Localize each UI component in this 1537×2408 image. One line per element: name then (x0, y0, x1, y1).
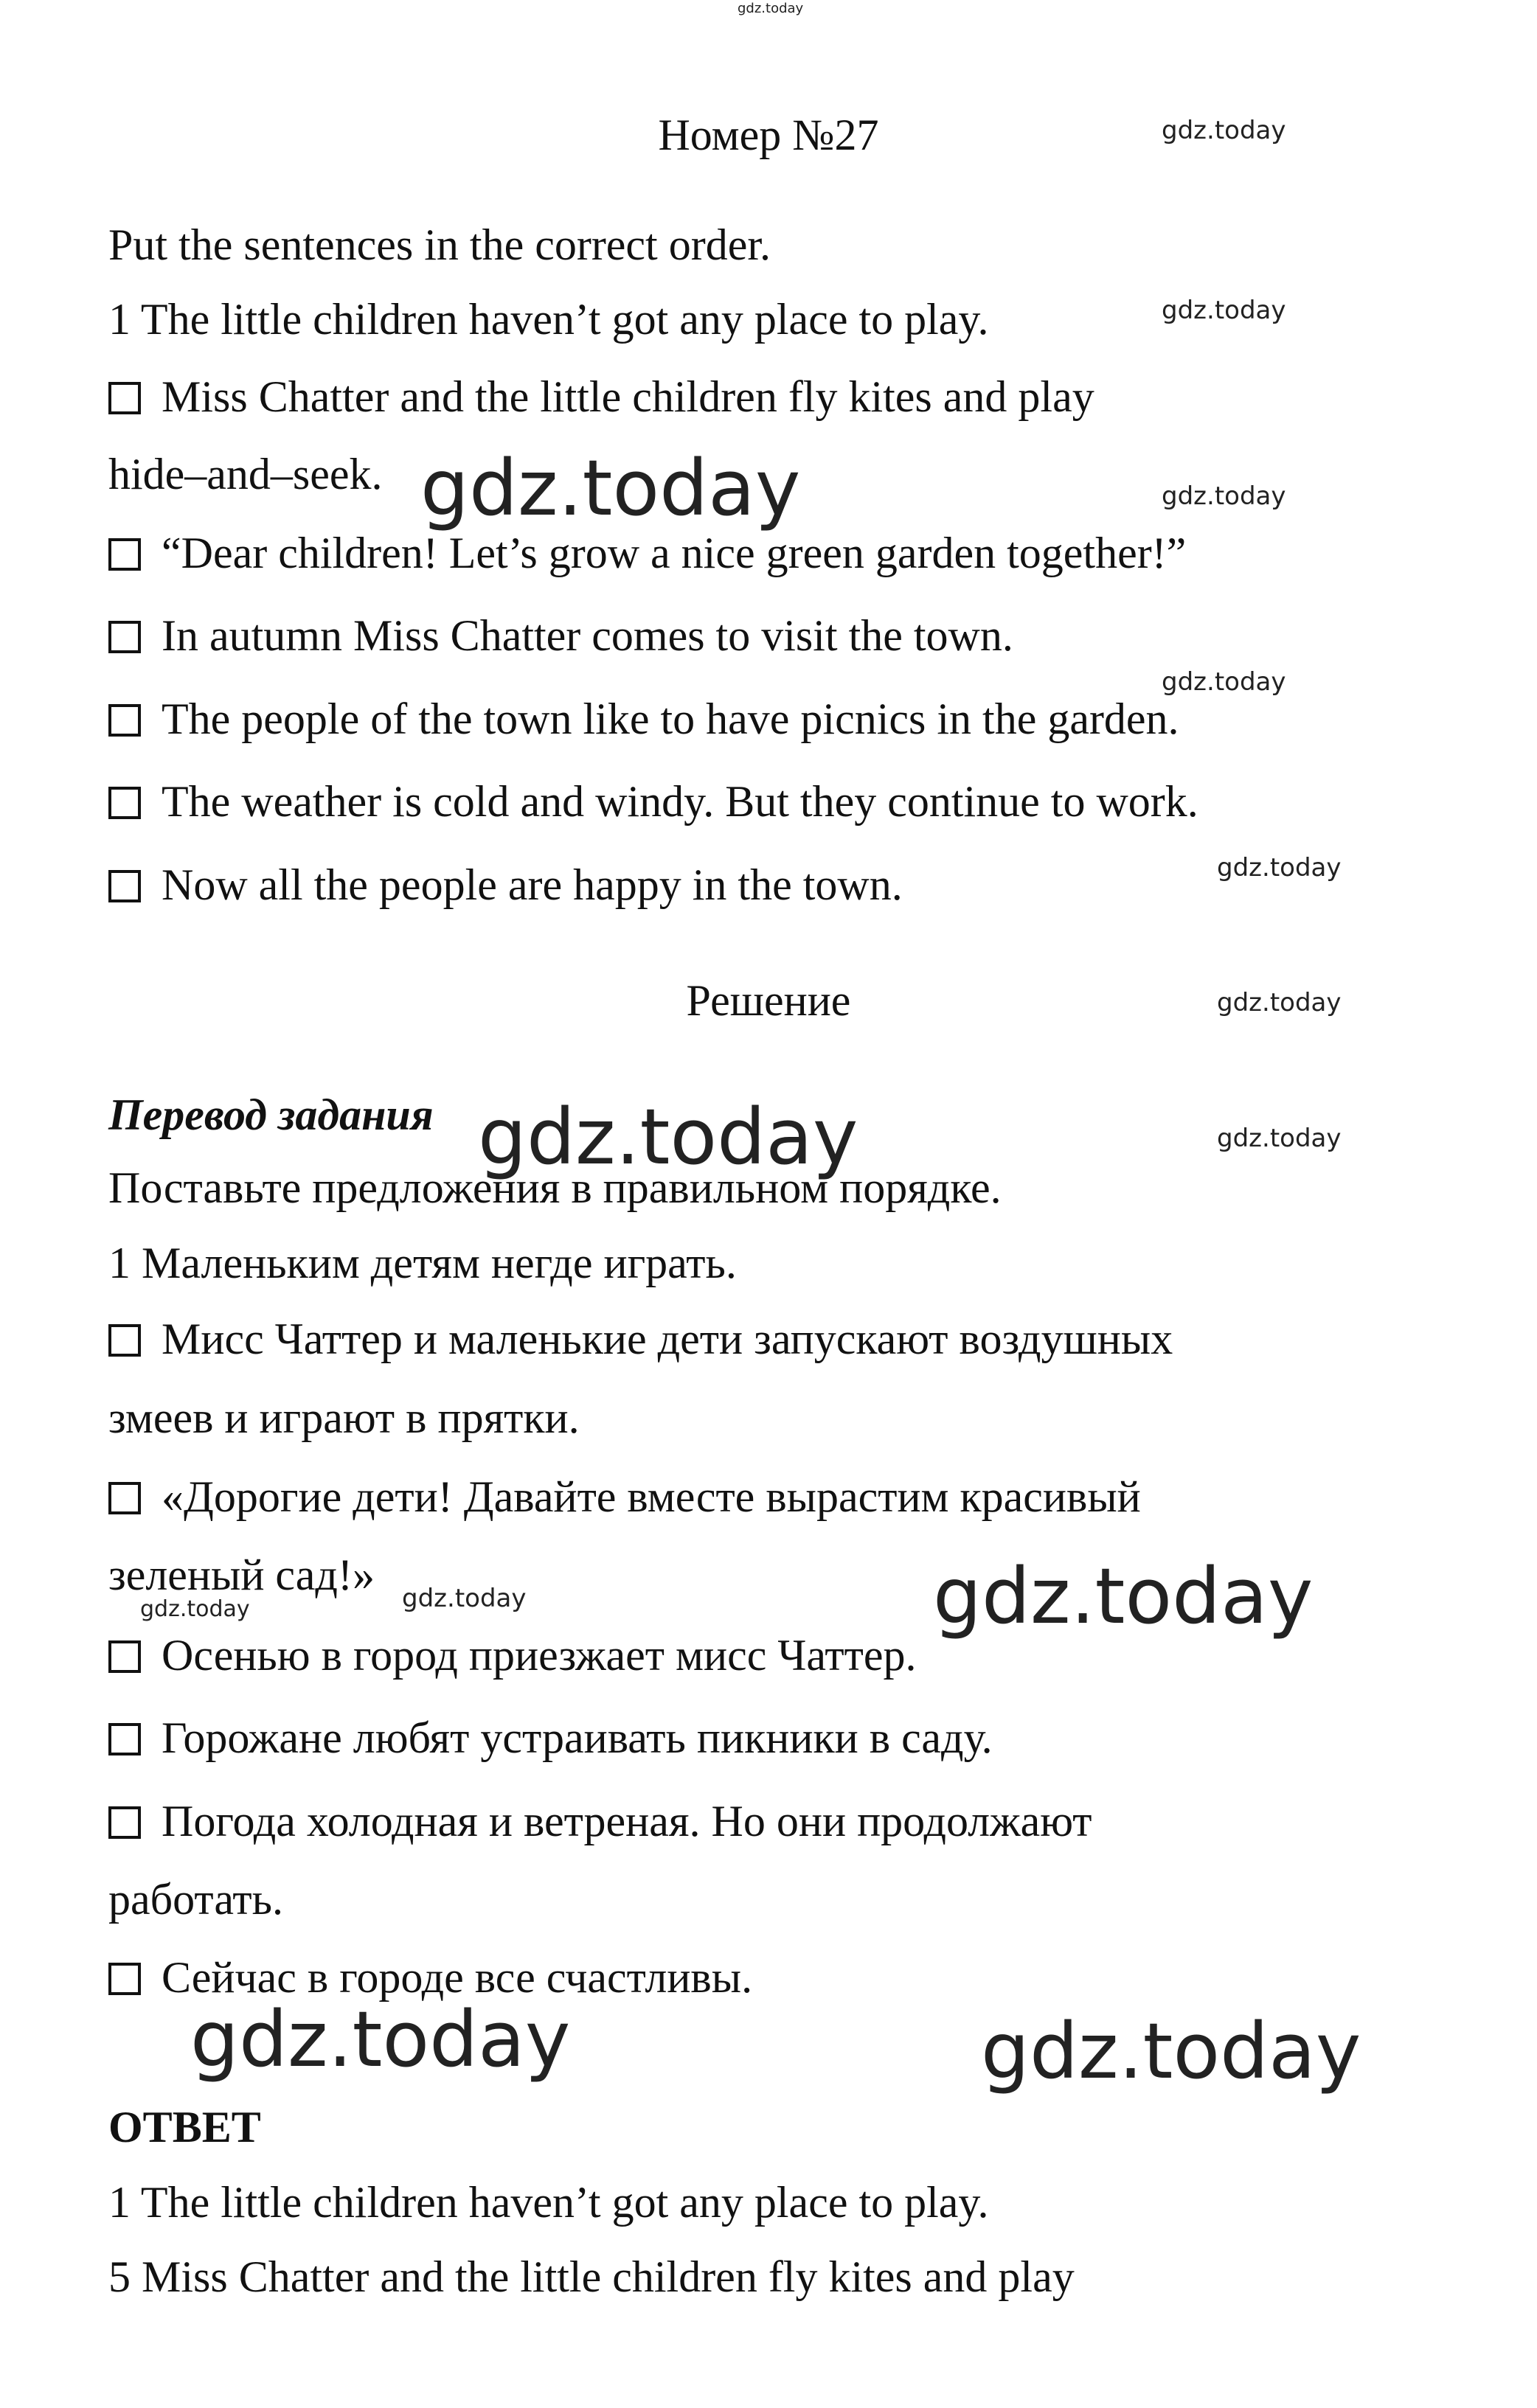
translation-item-text: Мисс Чаттер и маленькие дети запускают воздушных (162, 1315, 1173, 1363)
watermark: gdz.today (1217, 853, 1342, 883)
task-item-text: In autumn Miss Chatter comes to visit the town. (162, 611, 1013, 660)
translation-item-6-continuation: работать. (108, 1875, 283, 1924)
watermark: gdz.today (478, 1092, 858, 1182)
page-title: Номер №27 (658, 111, 879, 159)
checkbox-icon (108, 621, 141, 653)
task-item-2-continuation: hide–and–seek. (108, 450, 383, 498)
translation-item-text: Сейчас в городе все счастливы. (162, 1953, 753, 2002)
watermark: gdz.today (1162, 481, 1286, 511)
checkbox-icon (108, 382, 141, 414)
task-item-text: “Dear children! Let’s grow a nice green garden together!” (162, 529, 1187, 577)
translation-item-text: Горожане любят устраивать пикники в саду. (162, 1713, 993, 1762)
checkbox-icon (108, 704, 141, 737)
watermark: gdz.today (1162, 116, 1286, 145)
task-item-text: The people of the town like to have picnics in the garden. (162, 695, 1179, 743)
checkbox-icon (108, 1324, 141, 1357)
checkbox-icon (108, 1963, 141, 1995)
translation-heading: Перевод задания (108, 1090, 434, 1139)
translation-item-7 (108, 1955, 752, 2000)
translation-item-3-continuation: зеленый сад!» (108, 1551, 375, 1599)
watermark: gdz.today (1217, 1124, 1342, 1153)
task-item-text: Now all the people are happy in the town. (162, 860, 903, 909)
translation-item-2 (108, 1317, 1173, 1361)
checkbox-icon (108, 1806, 141, 1839)
watermark: gdz.today (933, 1551, 1314, 1641)
checkbox-icon (108, 1482, 141, 1514)
watermark: gdz.today (981, 2006, 1361, 2096)
task-instruction: Put the sentences in the correct order. (108, 220, 771, 269)
task-item-3 (108, 531, 1186, 575)
checkbox-icon (108, 787, 141, 819)
watermark: gdz.today (1162, 296, 1286, 325)
watermark: gdz.today (738, 1, 804, 16)
watermark: gdz.today (1162, 667, 1286, 697)
translation-item-3 (108, 1472, 1141, 1521)
translation-item-text: Осенью в город приезжает мисс Чаттер. (162, 1631, 917, 1680)
task-item-2 (108, 372, 1094, 421)
task-item-4 (108, 613, 1013, 658)
watermark: gdz.today (190, 1994, 571, 2084)
answer-item-2: 5 Miss Chatter and the little children fly kites and play (108, 2252, 1075, 2301)
checkbox-icon (108, 1640, 141, 1673)
translation-item-text: Погода холодная и ветреная. Но они продолжают (162, 1797, 1092, 1845)
checkbox-icon (108, 870, 141, 902)
answer-item-1: 1 The little children haven’t got any place to play. (108, 2178, 989, 2227)
task-item-5 (108, 697, 1179, 741)
task-item-7 (108, 860, 903, 909)
translation-item-2-continuation: змеев и играют в прятки. (108, 1393, 580, 1442)
checkbox-icon (108, 1723, 141, 1755)
watermark: gdz.today (402, 1584, 527, 1613)
task-item-6 (108, 779, 1198, 824)
translation-item-1: 1 Маленьким детям негде играть. (108, 1239, 737, 1287)
watermark: gdz.today (1217, 988, 1342, 1017)
translation-instruction: Поставьте предложения в правильном порядке. (108, 1163, 1002, 1212)
watermark: gdz.today (140, 1596, 250, 1622)
watermark: gdz.today (420, 443, 801, 533)
task-item-1: 1 The little children haven’t got any place to play. (108, 295, 989, 344)
checkbox-icon (108, 538, 141, 571)
translation-item-5 (108, 1713, 993, 1762)
solution-heading: Решение (686, 976, 851, 1025)
task-item-text: Miss Chatter and the little children fly kites and play (162, 372, 1094, 421)
translation-item-6 (108, 1799, 1092, 1843)
task-item-text: The weather is cold and windy. But they continue to work. (162, 777, 1198, 826)
translation-item-4 (108, 1631, 917, 1680)
answer-heading: ОТВЕТ (108, 2103, 261, 2151)
translation-item-text: «Дорогие дети! Давайте вместе вырастим красивый (162, 1472, 1141, 1521)
